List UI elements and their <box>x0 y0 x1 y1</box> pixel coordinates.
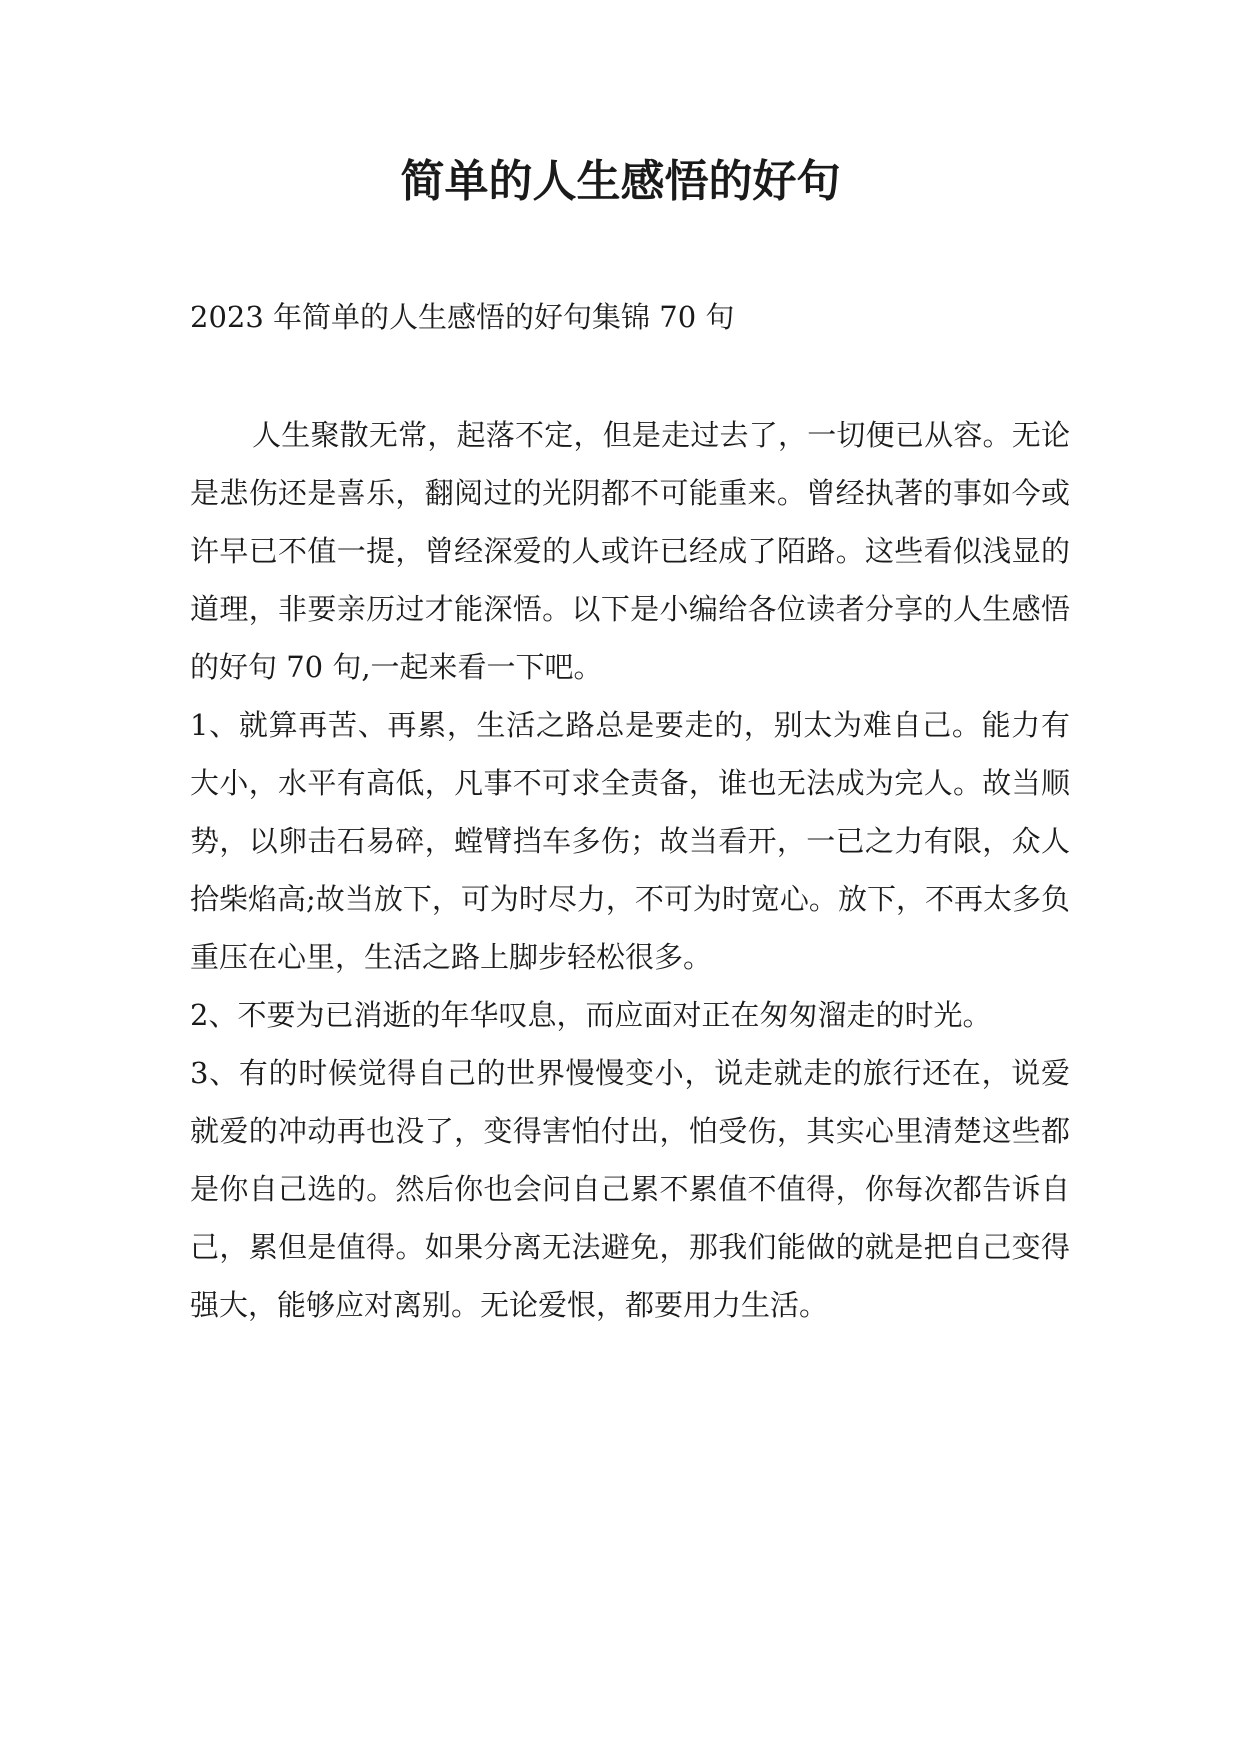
quote-item-2: 2、不要为已消逝的年华叹息，而应面对正在匆匆溜走的时光。 <box>190 998 992 1032</box>
document-title: 简单的人生感悟的好句 <box>400 156 841 207</box>
intro-paragraph: 人生聚散无常，起落不定，但是走过去了，一切便已从容。无论是悲伤还是喜乐，翻阅过的光阴都不可能重来。曾经执著的事如今或许早已不值一提，曾经深爱的人或许已经成了陌路。这些看似浅显的道理，非要亲历过才能深悟。以下是小编给各位读者分享的人生感悟的好句 70 句,一起来看一下吧。 <box>190 418 1070 684</box>
quote-item-3: 3、有的时候觉得自己的世界慢慢变小，说走就走的旅行还在，说爱就爱的冲动再也没了，变得害怕付出，怕受伤，其实心里清楚这些都是你自己选的。然后你也会问自己累不累值不值得，你每次都告诉自己，累但是值得。如果分离无法避免，那我们能做的就是把自己变得强大，能够应对离别。无论爱恨，都要用力生活。 <box>190 1056 1070 1322</box>
document-body <box>190 406 1070 1334</box>
document-subtitle: 2023 年简单的人生感悟的好句集锦 70 句 <box>190 300 735 334</box>
quote-item-1: 1、就算再苦、再累，生活之路总是要走的，别太为难自己。能力有大小，水平有高低，凡事不可求全责备，谁也无法成为完人。故当顺势，以卵击石易碎，螳臂挡车多伤；故当看开，一已之力有限，众人拾柴焰高;故当放下，可为时尽力，不可为时宽心。放下，不再太多负重压在心里，生活之路上脚步轻松很多。 <box>190 708 1070 974</box>
